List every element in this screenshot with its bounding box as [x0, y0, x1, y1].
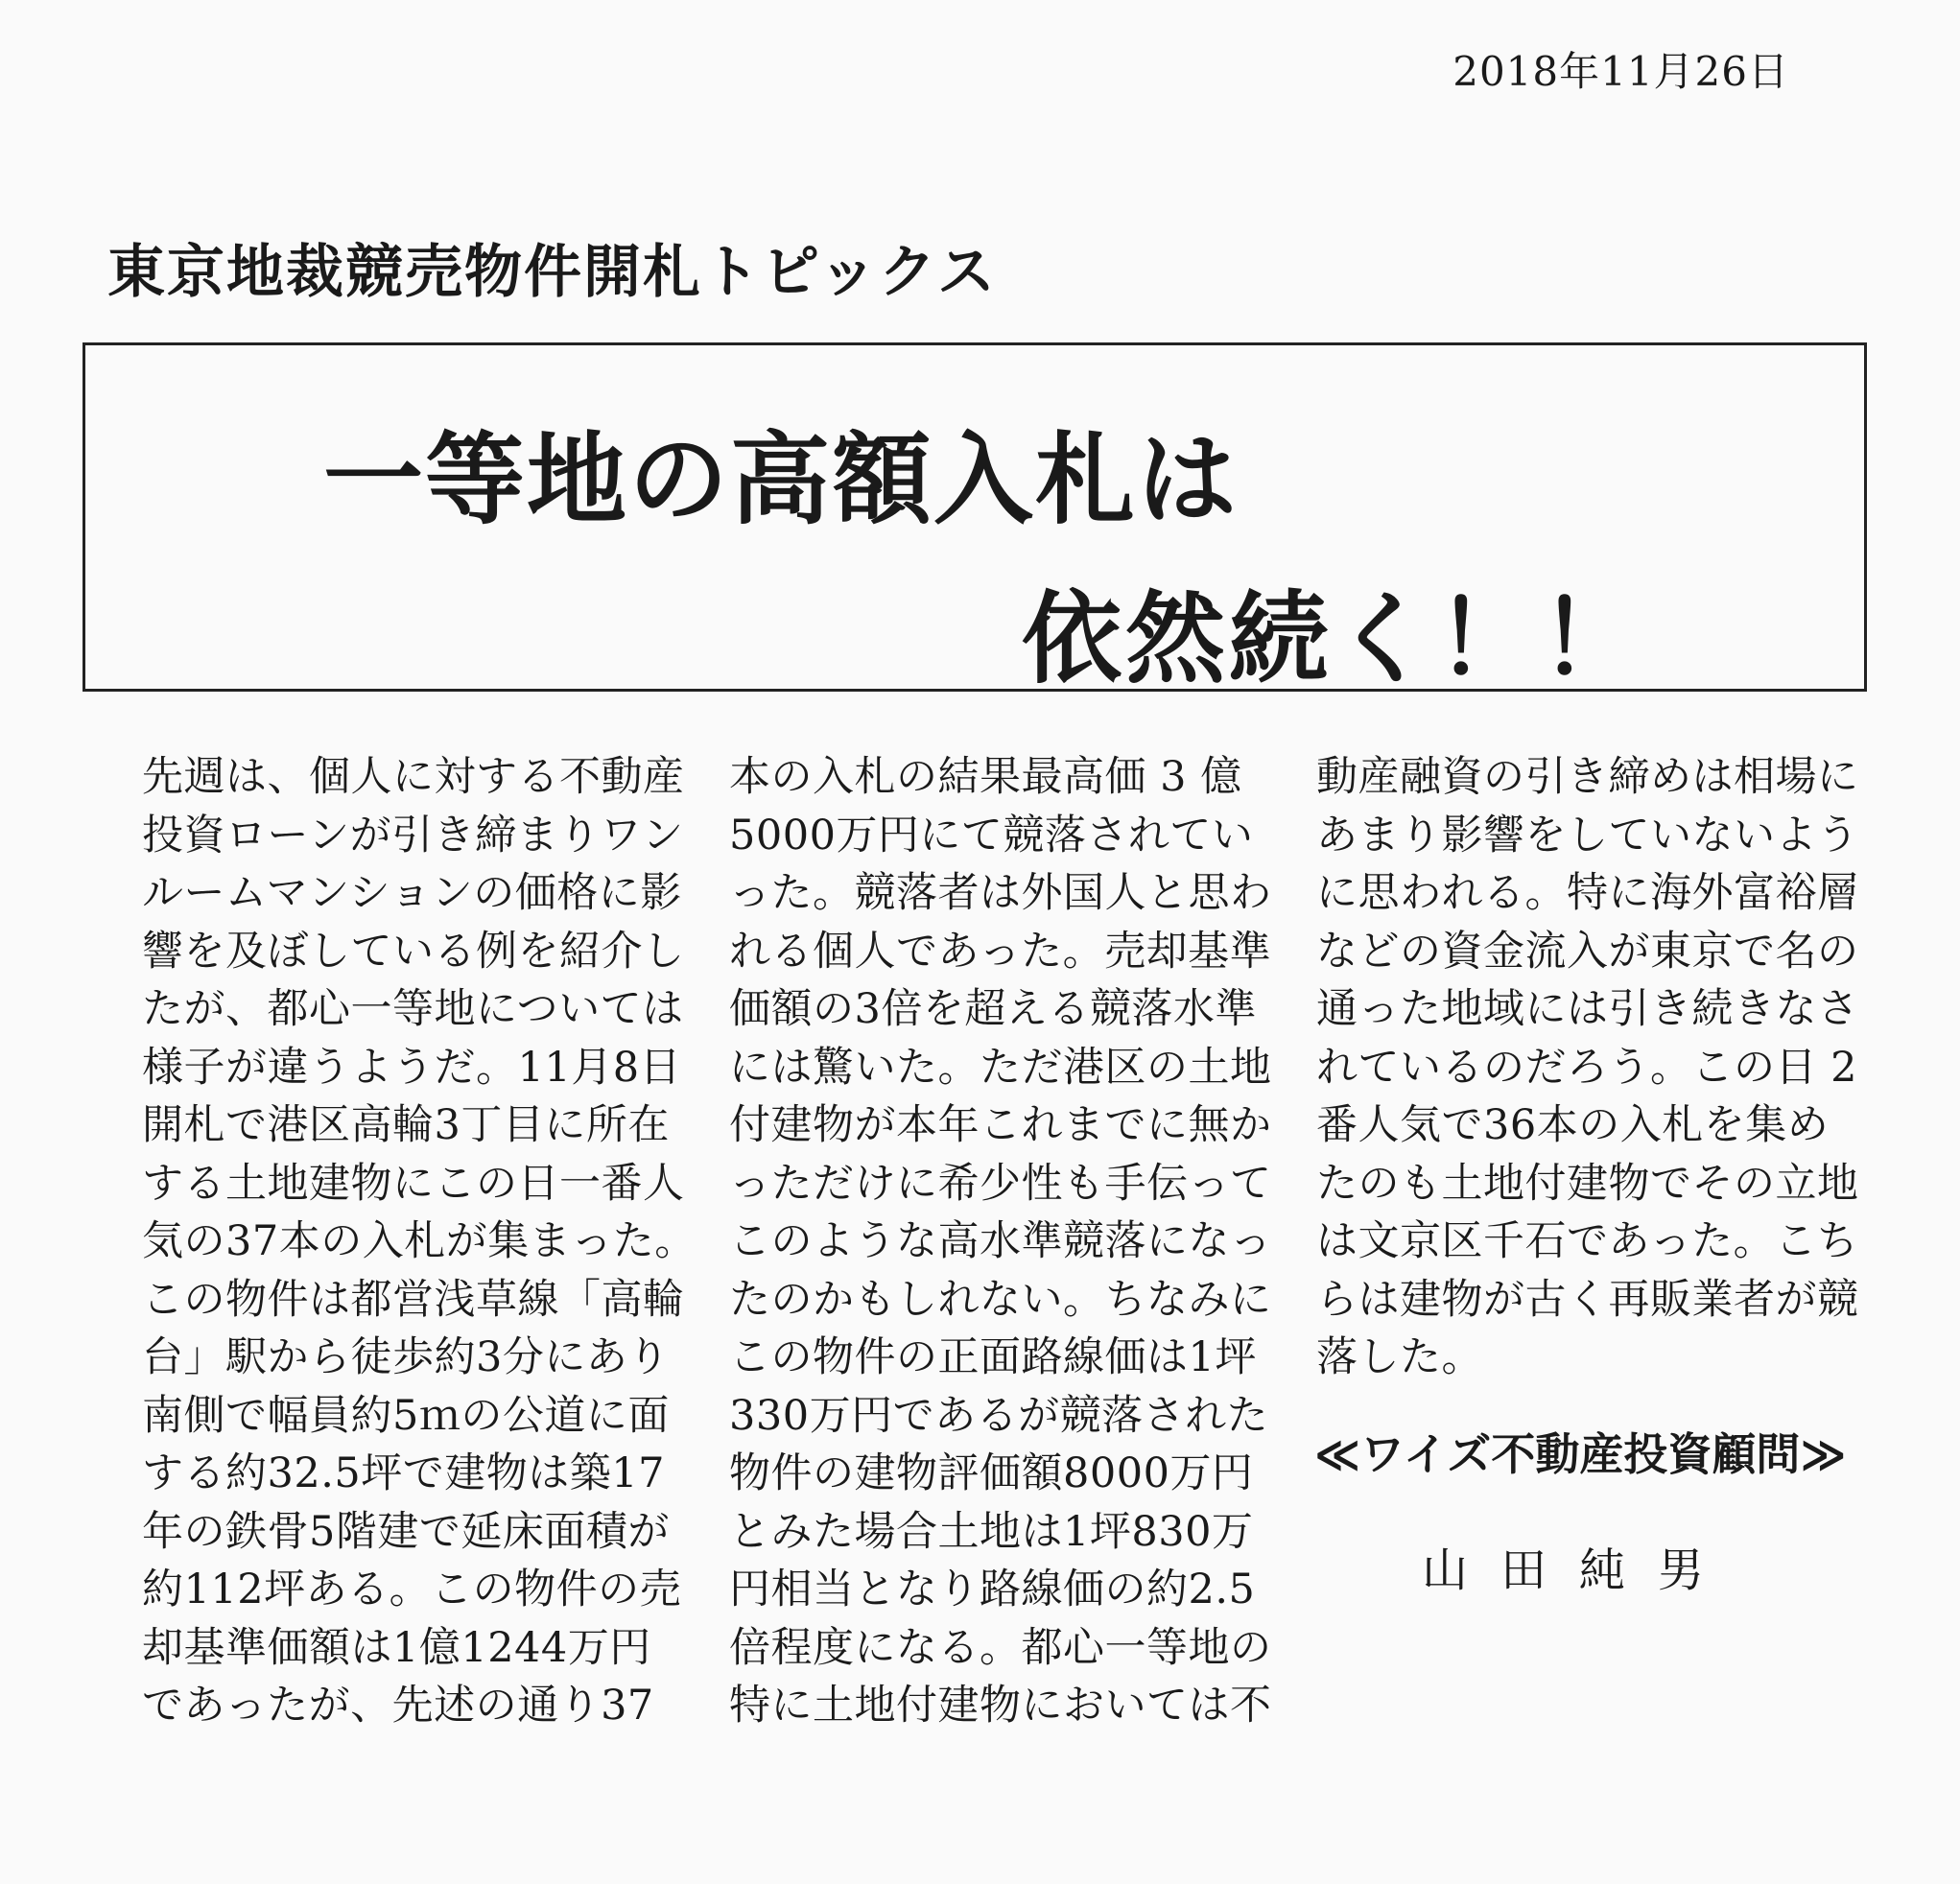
headline-line-1: 一等地の高額入札は: [323, 421, 1240, 538]
article-column-1: 先週は、個人に対する不動産 投資ローンが引き締まりワン ルームマンションの価格に影 響を及ぼしている例を紹介し たが、都心一等地については 様子が違うようだ。11月8日 開札で港区高輪3丁目に所在 する土地建物にこの日一番人 気の37本の入札が集まった。 この物件は都営浅草線「高輪 台」駅から徒歩約3分にあり 南側で幅員約5ｍの公道に面 する約32.5坪で建物は築17 年の鉄骨5階建で延床面積が 約112坪ある。この物件の売 却基準価額は1億1244万円 であったが、先述の通り37: [142, 753, 697, 1730]
headline-box: [83, 342, 1867, 697]
article-column-2: 本の入札の結果最高価 3 億 5000万円にて競落されてい った。競落者は外国人と思わ れる個人であった。売却基準 価額の3倍を超える競落水準 には驚いた。ただ港区の土地 付建物が本年これまでに無か っただけに希少性も手伝って このような高水準競落になっ たのかもしれない。ちなみに この物件の正面路線価は1坪 330万円であるが競落された 物件の建物評価額8000万円 とみた場合土地は1坪830万 円相当となり路線価の約2.5 倍程度になる。都心一等地の 特に土地付建物においては不: [729, 753, 1272, 1730]
headline-line-2: 依然続く！！: [1022, 580, 1644, 697]
organization-name: ≪ワイズ不動産投資顧問≫: [1314, 1428, 1847, 1480]
series-title: 東京地裁競売物件開札トピックス: [107, 239, 997, 306]
author-name: 山田純男: [1422, 1543, 1737, 1597]
article-column-3: 動産融資の引き締めは相場に あまり影響をしていないよう に思われる。特に海外富裕層 などの資金流入が東京で名の 通った地域には引き続きなさ れているのだろう。この日 2 番人気で36本の入札を集め たのも土地付建物でその立地 は文京区千石であった。こち らは建物が古く再販業者が競 落した。: [1316, 753, 1859, 1381]
article-date: 2018年11月26日: [1452, 48, 1789, 95]
